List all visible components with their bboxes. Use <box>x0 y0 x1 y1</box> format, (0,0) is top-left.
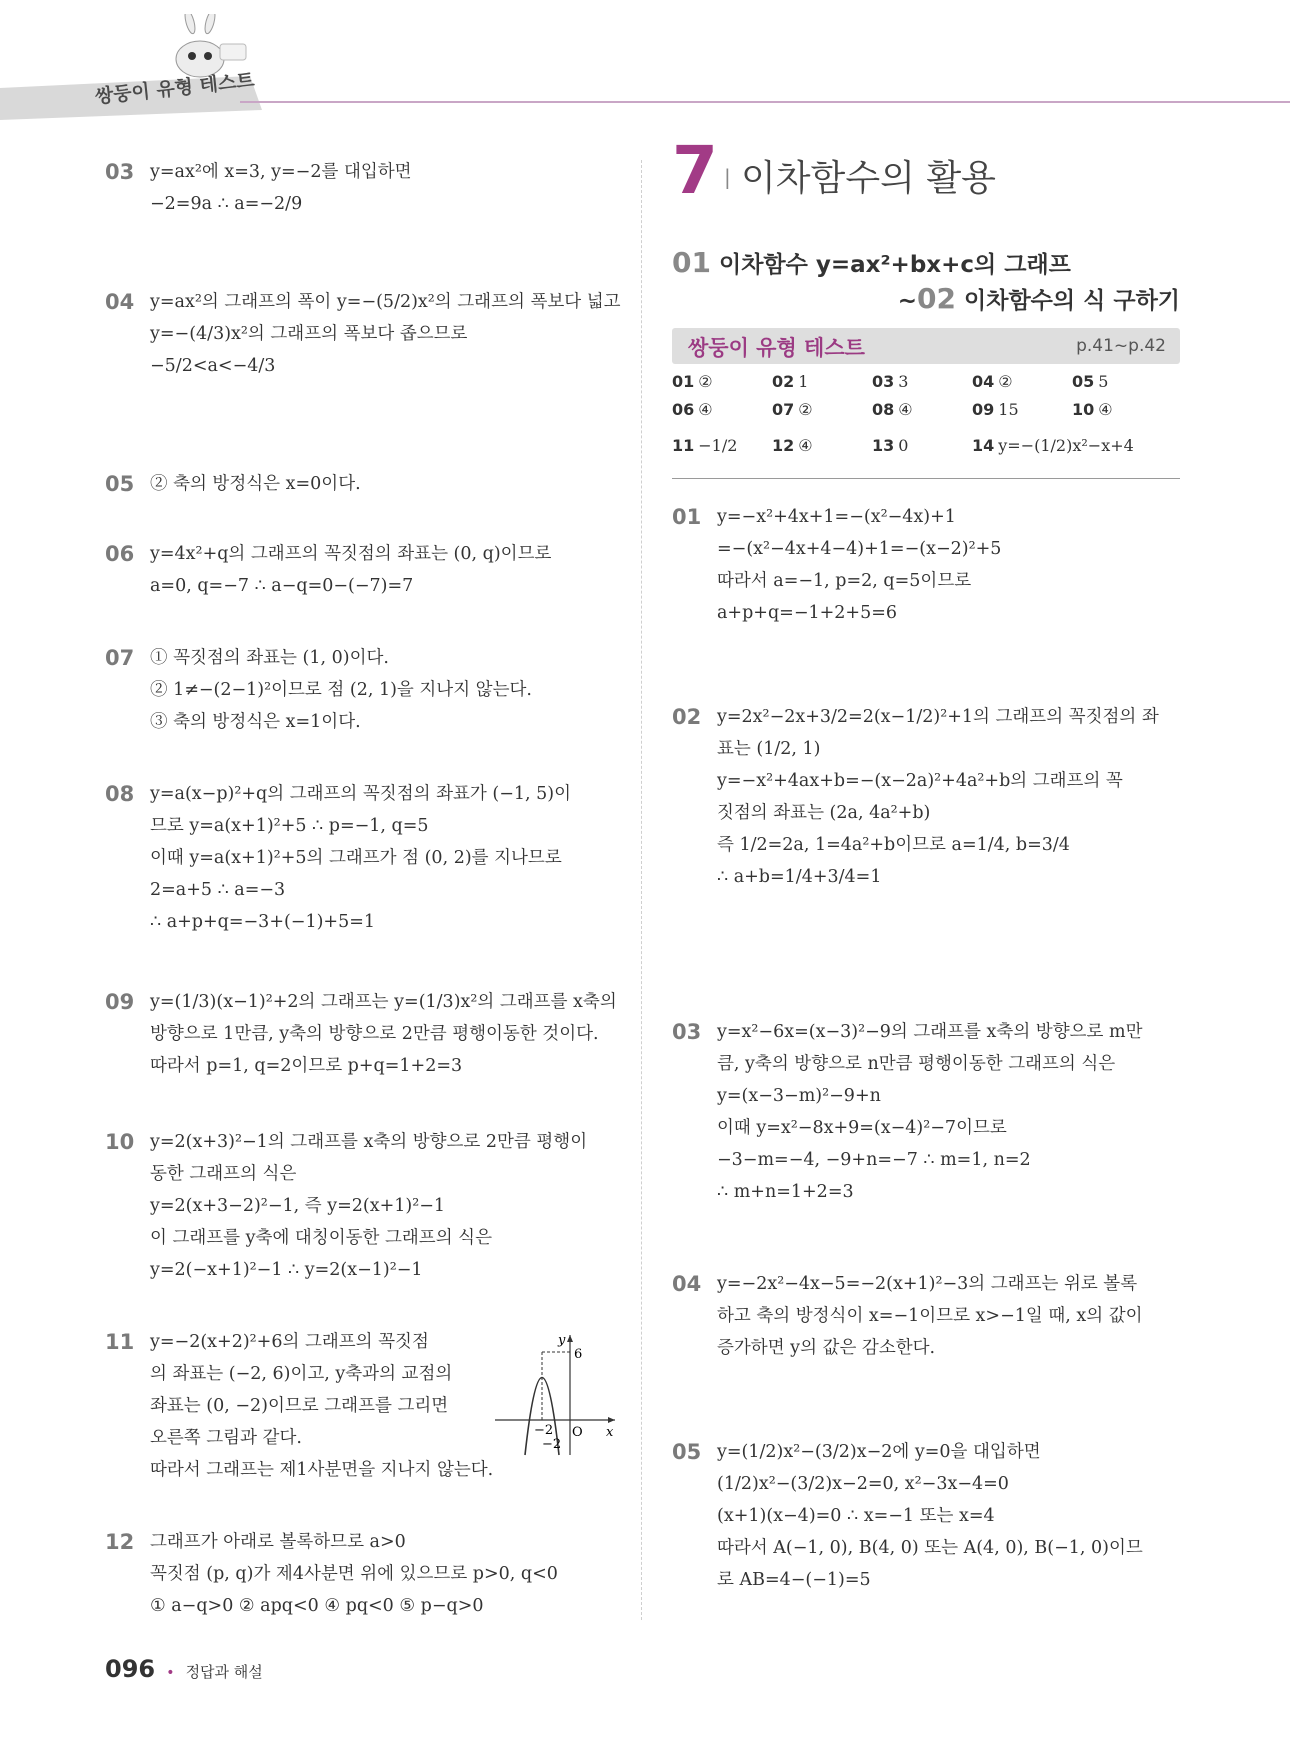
answer-item-12 <box>772 436 813 455</box>
solution-line: 이 그래프를 y축에 대칭이동한 그래프의 식은 <box>150 1228 492 1248</box>
solution-line: y=−(4/3)x²의 그래프의 폭보다 좁으므로 <box>150 324 468 344</box>
answer-item-10 <box>1072 400 1113 419</box>
solution-line: 따라서 p=1, q=2이므로 p+q=1+2=3 <box>150 1056 463 1076</box>
solution-line: 로 AB=4−(−1)=5 <box>717 1570 871 1590</box>
solution-line: y=a(x−p)²+q의 그래프의 꼭짓점의 좌표가 (−1, 5)이 <box>150 784 571 804</box>
solution-line: y=−x²+4ax+b=−(x−2a)²+4a²+b의 그래프의 꼭 <box>717 771 1123 791</box>
solution-line: y=2x²−2x+3/2=2(x−1/2)²+1의 그래프의 꼭짓점의 좌 <box>717 707 1159 727</box>
answer-item-02 <box>772 372 808 391</box>
answer-item-09 <box>972 400 1019 419</box>
solution-line: 이때 y=a(x+1)²+5의 그래프가 점 (0, 2)를 지나므로 <box>150 848 562 868</box>
answer-value: ④ <box>898 400 913 419</box>
solution-line: ② 1≠−(2−1)²이므로 점 (2, 1)을 지나지 않는다. <box>150 680 532 700</box>
section-text-1: 이차함수 y=ax²+bx+c의 그래프 <box>710 252 1071 278</box>
answer-divider <box>672 478 1180 479</box>
solution-line: 따라서 A(−1, 0), B(4, 0) 또는 A(4, 0), B(−1, 0)이므 <box>717 1538 1143 1558</box>
problem-number: 04 <box>105 290 135 314</box>
answer-value: 3 <box>898 372 909 391</box>
graph-origin: O <box>572 1425 583 1440</box>
solution-line: −2=9a ∴ a=−2/9 <box>150 194 303 214</box>
solution-line: 짓점의 좌표는 (2a, 4a²+b) <box>717 803 931 823</box>
solution-line: y=(x−3−m)²−9+n <box>717 1086 881 1106</box>
solution-line: ① 꼭짓점의 좌표는 (1, 0)이다. <box>150 648 389 668</box>
answer-value: ④ <box>798 436 813 455</box>
answer-item-14 <box>972 436 1134 455</box>
footer-dot: • <box>166 1665 175 1681</box>
solution-line: ∴ m+n=1+2=3 <box>717 1182 854 1202</box>
problem-number: 04 <box>672 1272 702 1296</box>
header-label: 쌍둥이 유형 테스트 <box>94 69 256 108</box>
solution-line: y=−2x²−4x−5=−2(x+1)²−3의 그래프는 위로 볼록 <box>717 1274 1138 1294</box>
solution-line: ∴ a+p+q=−3+(−1)+5=1 <box>150 912 376 932</box>
answer-item-05 <box>1072 372 1108 391</box>
solution-line: 큼, y축의 방향으로 n만큼 평행이동한 그래프의 식은 <box>717 1054 1116 1074</box>
solution-line: y=2(x+3−2)²−1, 즉 y=2(x+1)²−1 <box>150 1196 446 1216</box>
answer-number: 07 <box>772 400 795 419</box>
section-text-2: 이차함수의 식 구하기 <box>956 288 1180 314</box>
problem-number: 02 <box>672 705 702 729</box>
problem-number: 12 <box>105 1530 135 1554</box>
answer-item-13 <box>872 436 908 455</box>
solution-line: (x+1)(x−4)=0 ∴ x=−1 또는 x=4 <box>717 1506 995 1526</box>
graph-tick-neg2-x: −2 <box>534 1423 554 1438</box>
solution-line: 따라서 a=−1, p=2, q=5이므로 <box>717 571 972 591</box>
problem-number: 05 <box>672 1440 702 1464</box>
answer-item-08 <box>872 400 913 419</box>
solution-line: y=2(−x+1)²−1 ∴ y=2(x−1)²−1 <box>150 1260 423 1280</box>
solution-line: 2=a+5 ∴ a=−3 <box>150 880 286 900</box>
solution-line: ③ 축의 방정식은 x=1이다. <box>150 712 361 732</box>
solution-line: 오른쪽 그림과 같다. <box>150 1428 302 1448</box>
solution-line: y=2(x+3)²−1의 그래프를 x축의 방향으로 2만큼 평행이 <box>150 1132 588 1152</box>
solution-line: 므로 y=a(x+1)²+5 ∴ p=−1, q=5 <box>150 816 429 836</box>
parabola-graph <box>490 1330 620 1460</box>
answer-item-03 <box>872 372 908 391</box>
problem-number: 09 <box>105 990 135 1014</box>
answer-number: 03 <box>872 372 895 391</box>
graph-tick-6: 6 <box>574 1347 583 1362</box>
solution-line: 이때 y=x²−8x+9=(x−4)²−7이므로 <box>717 1118 1007 1138</box>
answer-value: ④ <box>698 400 713 419</box>
section-number-2: 02 <box>917 282 957 315</box>
answer-number: 04 <box>972 372 995 391</box>
solution-line: −5/2<a<−4/3 <box>150 356 276 376</box>
answer-value: ④ <box>1098 400 1113 419</box>
solution-line: y=−2(x+2)²+6의 그래프의 꼭짓점 <box>150 1332 429 1352</box>
answer-number: 10 <box>1072 400 1095 419</box>
solution-line: y=(1/3)(x−1)²+2의 그래프는 y=(1/3)x²의 그래프를 x축의 <box>150 992 617 1012</box>
problem-number: 07 <box>105 646 135 670</box>
graph-tick-neg2-y: −2 <box>542 1437 562 1452</box>
solution-line: 따라서 그래프는 제1사분면을 지나지 않는다. <box>150 1460 494 1480</box>
problem-number: 01 <box>672 505 702 529</box>
footer-text: 정답과 해설 <box>185 1663 263 1681</box>
answer-number: 05 <box>1072 372 1095 391</box>
solution-line: y=(1/2)x²−(3/2)x−2에 y=0을 대입하면 <box>717 1442 1041 1462</box>
solution-line: ∴ a+b=1/4+3/4=1 <box>717 867 882 887</box>
solution-line: 좌표는 (0, −2)이므로 그래프를 그리면 <box>150 1396 449 1416</box>
solution-line: y=x²−6x=(x−3)²−9의 그래프를 x축의 방향으로 m만 <box>717 1022 1143 1042</box>
section-heading-1 <box>672 246 1071 279</box>
solution-line: ① a−q>0 ② apq<0 ④ pq<0 ⑤ p−q>0 <box>150 1596 484 1616</box>
test-header-bar <box>672 328 1180 364</box>
answer-item-11 <box>672 436 737 455</box>
chapter-number: 7 <box>672 132 718 209</box>
solution-line: 꼭짓점 (p, q)가 제4사분면 위에 있으므로 p>0, q<0 <box>150 1564 558 1584</box>
problem-number: 10 <box>105 1130 135 1154</box>
test-label: 쌍둥이 유형 테스트 <box>688 336 865 360</box>
answer-number: 09 <box>972 400 995 419</box>
problem-number: 06 <box>105 542 135 566</box>
footer <box>105 1655 263 1683</box>
answer-number: 01 <box>672 372 695 391</box>
problem-number: 11 <box>105 1330 135 1354</box>
solution-line: ② 축의 방정식은 x=0이다. <box>150 474 361 494</box>
solution-line: y=−x²+4x+1=−(x²−4x)+1 <box>717 507 956 527</box>
answer-value: ② <box>798 400 813 419</box>
solution-line: 그래프가 아래로 볼록하므로 a>0 <box>150 1532 406 1552</box>
chapter-separator: | <box>724 165 731 189</box>
answer-item-06 <box>672 400 713 419</box>
answer-value: −1/2 <box>698 436 738 455</box>
solution-line: −3−m=−4, −9+n=−7 ∴ m=1, n=2 <box>717 1150 1031 1170</box>
answer-value: 1 <box>798 372 809 391</box>
chapter-title: 이차함수의 활용 <box>741 158 996 199</box>
section-heading-2 <box>898 282 1180 315</box>
solution-line: 즉 1/2=2a, 1=4a²+b이므로 a=1/4, b=3/4 <box>717 835 1070 855</box>
answer-number: 13 <box>872 436 895 455</box>
solution-line: 방향으로 1만큼, y축의 방향으로 2만큼 평행이동한 것이다. <box>150 1024 599 1044</box>
solution-line: 하고 축의 방정식이 x=−1이므로 x>−1일 때, x의 값이 <box>717 1306 1143 1326</box>
answer-value: 5 <box>1098 372 1109 391</box>
graph-x-label: x <box>606 1425 614 1440</box>
solution-line: 표는 (1/2, 1) <box>717 739 821 759</box>
answer-value: 0 <box>898 436 909 455</box>
answer-number: 11 <box>672 436 695 455</box>
test-pages: p.41~p.42 <box>1076 336 1166 356</box>
solution-line: =−(x²−4x+4−4)+1=−(x−2)²+5 <box>717 539 1002 559</box>
answer-number: 06 <box>672 400 695 419</box>
page-number: 096 <box>105 1655 156 1683</box>
solution-line: y=ax²에 x=3, y=−2를 대입하면 <box>150 162 412 182</box>
problem-number: 08 <box>105 782 135 806</box>
problem-number: 03 <box>105 160 135 184</box>
problem-number: 03 <box>672 1020 702 1044</box>
solution-line: y=4x²+q의 그래프의 꼭짓점의 좌표는 (0, q)이므로 <box>150 544 552 564</box>
answer-number: 08 <box>872 400 895 419</box>
answer-value: y=−(1/2)x²−x+4 <box>998 436 1134 455</box>
solution-line: 증가하면 y의 값은 감소한다. <box>717 1338 936 1358</box>
solution-line: 동한 그래프의 식은 <box>150 1164 297 1184</box>
solution-line: a+p+q=−1+2+5=6 <box>717 603 898 623</box>
solution-line: a=0, q=−7 ∴ a−q=0−(−7)=7 <box>150 576 414 596</box>
answer-value: 15 <box>998 400 1019 419</box>
answer-number: 02 <box>772 372 795 391</box>
solution-line: y=ax²의 그래프의 폭이 y=−(5/2)x²의 그래프의 폭보다 넓고 <box>150 292 621 312</box>
answer-number: 14 <box>972 436 995 455</box>
solution-line: 의 좌표는 (−2, 6)이고, y축과의 교점의 <box>150 1364 453 1384</box>
problem-number: 05 <box>105 472 135 496</box>
answer-item-04 <box>972 372 1013 391</box>
answer-item-07 <box>772 400 813 419</box>
solution-line: (1/2)x²−(3/2)x−2=0, x²−3x−4=0 <box>717 1474 1009 1494</box>
answer-value: ② <box>998 372 1013 391</box>
section-tilde: ~ <box>897 288 918 314</box>
column-divider <box>641 160 642 1620</box>
graph-y-label: y <box>558 1333 566 1348</box>
answer-number: 12 <box>772 436 795 455</box>
answer-item-01 <box>672 372 713 391</box>
answer-value: ② <box>698 372 713 391</box>
section-number-1: 01 <box>672 246 711 279</box>
